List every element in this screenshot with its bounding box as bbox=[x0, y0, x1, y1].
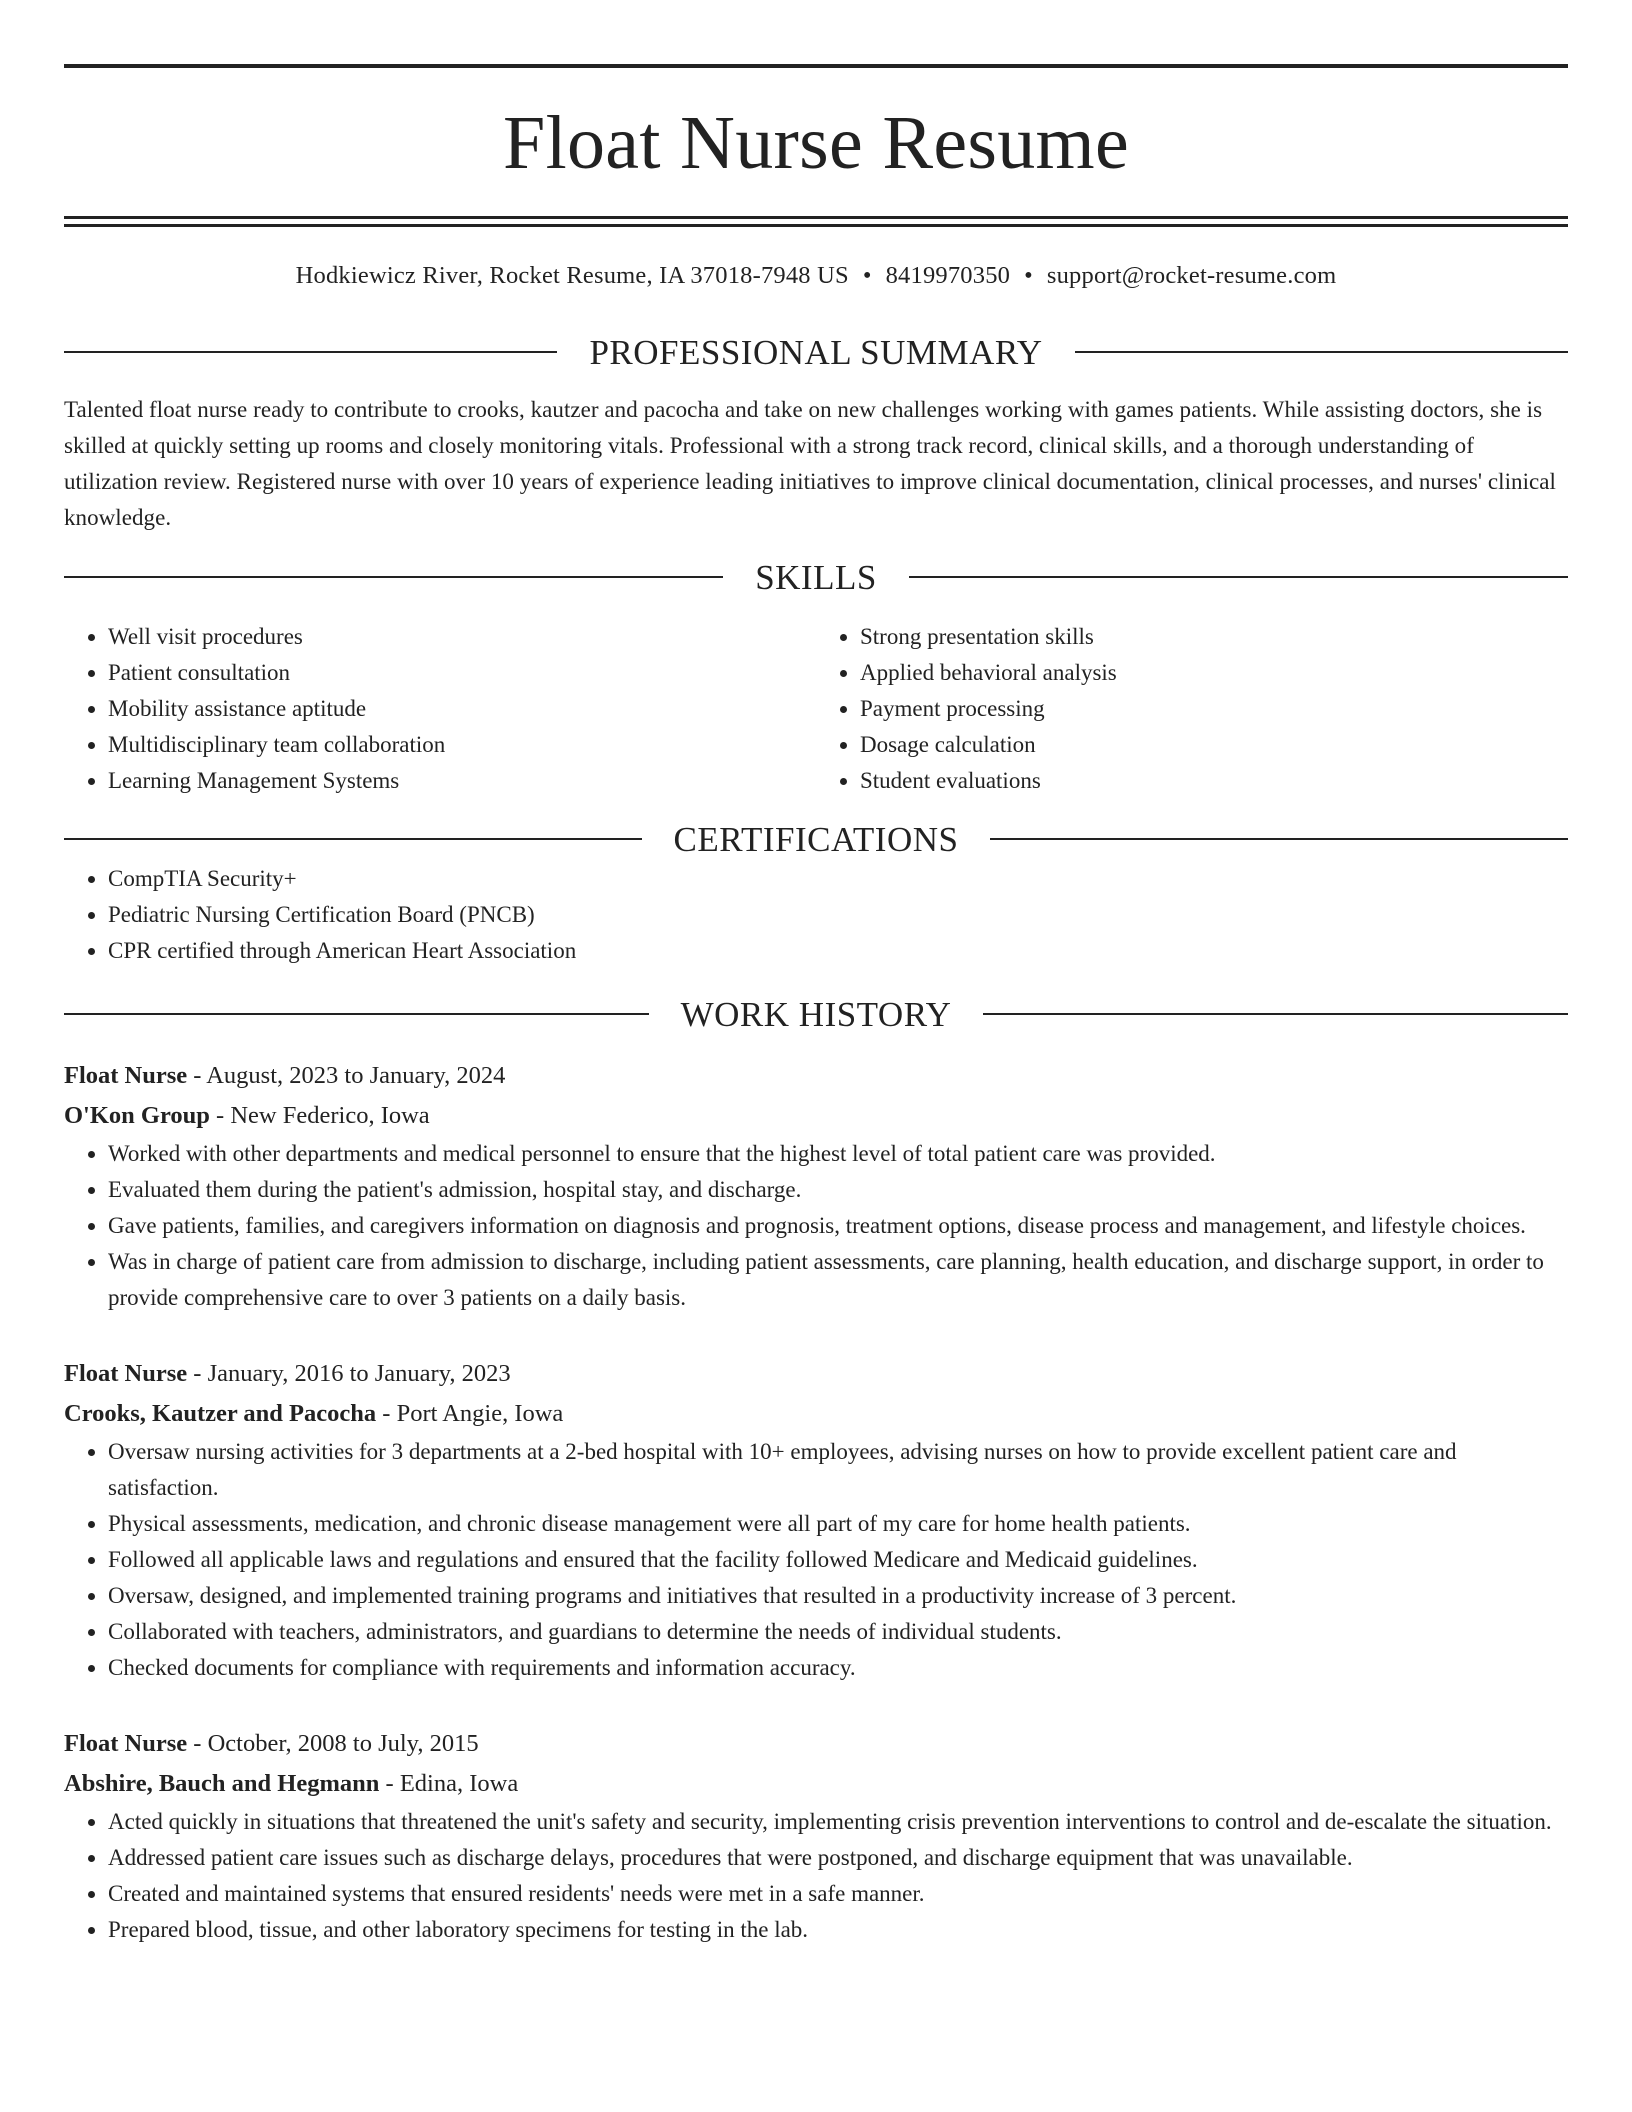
work-history bbox=[64, 1056, 1568, 1948]
section-rule bbox=[1075, 351, 1568, 353]
job-company-line bbox=[64, 1394, 1568, 1434]
job-company-line bbox=[64, 1764, 1568, 1804]
contact-email: support@rocket-resume.com bbox=[1046, 262, 1337, 289]
skill-item: • Student evaluations bbox=[860, 763, 1568, 799]
skills-list-left bbox=[64, 619, 816, 799]
job-dates: October, 2008 to July, 2015 bbox=[207, 1730, 479, 1758]
skill-item: • Strong presentation skills bbox=[860, 619, 1568, 655]
section-title-work: WORK HISTORY bbox=[680, 994, 952, 1034]
job-entry bbox=[64, 1056, 1568, 1316]
summary-paragraph: Talented float nurse ready to contribute to crooks, kautzer and pacocha and take on new challenges working with games patients. While assisting doctors, she is skilled at quickly setting up rooms and closely monitoring vitals. Professional with a strong track record, clinical skills, and a thorough understanding of utilization review. Registered nurse with over 10 years of experience leading initiatives to improve clinical documentation, clinical processes, and nurses' clinical knowledge. bbox=[64, 397, 1556, 531]
section-rule bbox=[983, 1013, 1568, 1015]
job-duties-list bbox=[64, 1804, 1568, 1948]
job-duty-item: • Prepared blood, tissue, and other laboratory specimens for testing in the lab. bbox=[108, 1912, 1568, 1948]
contact-separator: • bbox=[862, 262, 872, 289]
section-rule bbox=[909, 576, 1568, 578]
job-duty-item: • Created and maintained systems that ensured residents' needs were met in a safe manner. bbox=[108, 1876, 1568, 1912]
job-duty-item: • Addressed patient care issues such as discharge delays, procedures that were postponed, and discharge equipment that was unavailable. bbox=[108, 1840, 1568, 1876]
job-duty-item: • Checked documents for compliance with requirements and information accuracy. bbox=[108, 1650, 1568, 1686]
section-header-certifications bbox=[64, 817, 1568, 861]
section-rule bbox=[990, 838, 1568, 840]
resume-title: Float Nurse Resume bbox=[503, 101, 1129, 185]
job-company-line bbox=[64, 1096, 1568, 1136]
job-duties-list bbox=[64, 1434, 1568, 1686]
job-dash: - bbox=[379, 1770, 400, 1798]
skills-columns bbox=[64, 619, 1568, 799]
skill-item: • Applied behavioral analysis bbox=[860, 655, 1568, 691]
contact-separator: • bbox=[1024, 262, 1033, 289]
job-duty-item: • Acted quickly in situations that threatened the unit's safety and security, implementing crisis prevention interventions to control and de-escalate the situation. bbox=[108, 1804, 1568, 1840]
skill-item: • Learning Management Systems bbox=[108, 763, 816, 799]
job-duty-item: • Evaluated them during the patient's admission, hospital stay, and discharge. bbox=[108, 1172, 1568, 1208]
certification-item: • CPR certified through American Heart Association bbox=[108, 933, 1568, 969]
job-duty-item: • Collaborated with teachers, administrators, and guardians to determine the needs of individual students. bbox=[108, 1614, 1568, 1650]
certification-item: • Pediatric Nursing Certification Board (PNCB) bbox=[108, 897, 1568, 933]
job-dash: - bbox=[187, 1062, 207, 1090]
job-title-line bbox=[64, 1354, 1568, 1394]
job-title: Float Nurse bbox=[64, 1062, 188, 1090]
job-duty-item: • Gave patients, families, and caregivers information on diagnosis and prognosis, treatment options, disease process and management, and lifestyle choices. bbox=[108, 1208, 1568, 1244]
job-dash: - bbox=[376, 1400, 397, 1428]
job-dash: - bbox=[187, 1730, 208, 1758]
skill-item: • Patient consultation bbox=[108, 655, 816, 691]
job-title-line bbox=[64, 1056, 1568, 1096]
skill-item: • Well visit procedures bbox=[108, 619, 816, 655]
skill-item: • Multidisciplinary team collaboration bbox=[108, 727, 816, 763]
job-title: Float Nurse bbox=[64, 1730, 188, 1758]
skill-item: • Payment processing bbox=[860, 691, 1568, 727]
contact-address: Hodkiewicz River, Rocket Resume, IA 37018-7948 US bbox=[295, 262, 849, 289]
job-title: Float Nurse bbox=[64, 1360, 188, 1388]
job-company: O'Kon Group bbox=[64, 1102, 210, 1130]
job-entry bbox=[64, 1354, 1568, 1686]
section-title-certifications: CERTIFICATIONS bbox=[673, 819, 959, 859]
job-duties-list bbox=[64, 1136, 1568, 1316]
job-duty-item: • Physical assessments, medication, and chronic disease management were all part of my care for home health patients. bbox=[108, 1506, 1568, 1542]
job-duty-item: • Was in charge of patient care from admission to discharge, including patient assessments, care planning, health education, and discharge support, in order to provide comprehensive care to over 3 patients on a daily basis. bbox=[108, 1244, 1568, 1316]
skills-list-right bbox=[816, 619, 1568, 799]
job-duty-item: • Followed all applicable laws and regulations and ensured that the facility followed Medicare and Medicaid guidelines. bbox=[108, 1542, 1568, 1578]
job-duty-item: • Oversaw, designed, and implemented training programs and initiatives that resulted in a productivity increase of 3 percent. bbox=[108, 1578, 1568, 1614]
job-dash: - bbox=[187, 1360, 208, 1388]
section-title-skills: SKILLS bbox=[755, 557, 877, 597]
contact-line bbox=[64, 261, 1568, 290]
section-rule bbox=[64, 1013, 649, 1015]
top-rule bbox=[64, 64, 1568, 68]
section-title-summary: PROFESSIONAL SUMMARY bbox=[589, 332, 1043, 372]
job-company: Abshire, Bauch and Hegmann bbox=[64, 1770, 380, 1798]
job-duty-item: • Oversaw nursing activities for 3 departments at a 2-bed hospital with 10+ employees, advising nurses on how to provide excellent patient care and satisfaction. bbox=[108, 1434, 1568, 1506]
job-location: Edina, Iowa bbox=[399, 1770, 519, 1798]
contact-phone: 8419970350 bbox=[885, 262, 1011, 289]
skill-item: • Dosage calculation bbox=[860, 727, 1568, 763]
certifications-list bbox=[64, 861, 1568, 969]
title-double-rule bbox=[64, 216, 1568, 227]
section-rule bbox=[64, 351, 557, 353]
section-header-work bbox=[64, 992, 1568, 1036]
job-title-line bbox=[64, 1724, 1568, 1764]
job-company: Crooks, Kautzer and Pacocha bbox=[64, 1400, 377, 1428]
section-header-skills bbox=[64, 555, 1568, 599]
job-dash: - bbox=[209, 1102, 231, 1130]
section-rule bbox=[64, 838, 642, 840]
job-location: New Federico, Iowa bbox=[230, 1102, 430, 1130]
certification-item: • CompTIA Security+ bbox=[108, 861, 1568, 897]
job-location: Port Angie, Iowa bbox=[396, 1400, 564, 1428]
section-rule bbox=[64, 576, 723, 578]
job-entry bbox=[64, 1724, 1568, 1948]
skill-item: • Mobility assistance aptitude bbox=[108, 691, 816, 727]
job-dates: January, 2016 to January, 2023 bbox=[207, 1360, 511, 1388]
job-dates: August, 2023 to January, 2024 bbox=[206, 1062, 506, 1090]
section-header-summary bbox=[64, 330, 1568, 374]
job-duty-item: • Worked with other departments and medical personnel to ensure that the highest level of total patient care was provided. bbox=[108, 1136, 1568, 1172]
